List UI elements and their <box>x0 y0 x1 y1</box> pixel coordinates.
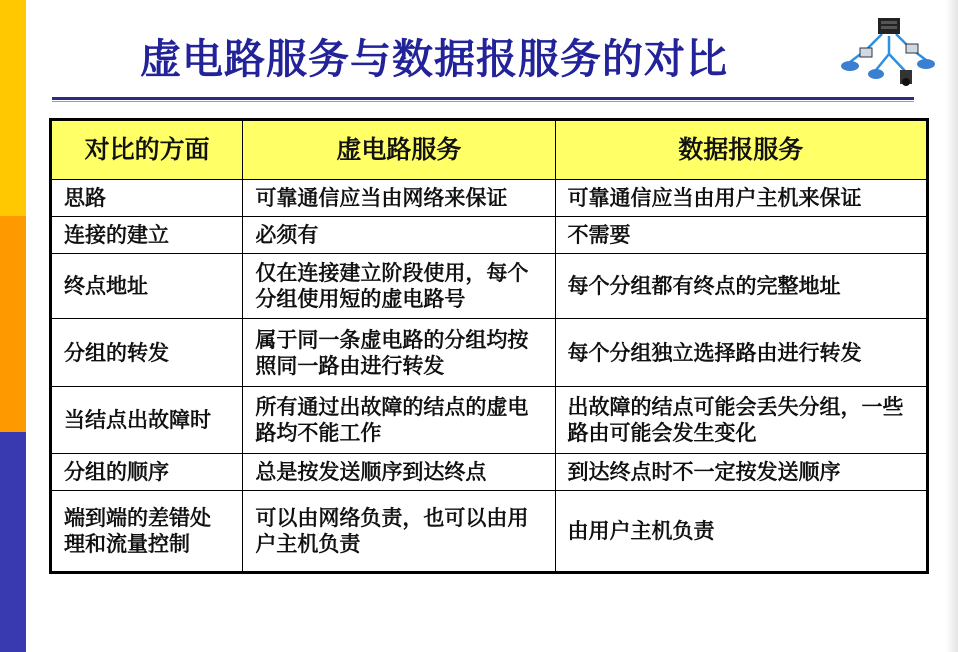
row-datagram: 每个分组独立选择路由进行转发 <box>555 319 927 387</box>
row-aspect: 当结点出故障时 <box>51 387 243 454</box>
row-aspect: 思路 <box>51 180 243 217</box>
row-virtual-circuit: 必须有 <box>243 217 555 254</box>
header-aspect: 对比的方面 <box>51 120 243 180</box>
title-underline-thin <box>52 101 914 102</box>
row-datagram: 出故障的结点可能会丢失分组，一些路由可能会发生变化 <box>555 387 927 454</box>
table-row <box>51 254 928 319</box>
row-virtual-circuit: 所有通过出故障的结点的虚电路均不能工作 <box>243 387 555 454</box>
row-virtual-circuit: 可以由网络负责，也可以由用户主机负责 <box>243 491 555 573</box>
table-header-row <box>51 120 928 180</box>
row-aspect: 端到端的差错处理和流量控制 <box>51 491 243 573</box>
row-datagram: 可靠通信应当由用户主机来保证 <box>555 180 927 217</box>
row-aspect: 分组的顺序 <box>51 454 243 491</box>
row-virtual-circuit: 属于同一条虚电路的分组均按照同一路由进行转发 <box>243 319 555 387</box>
comparison-table <box>49 118 929 574</box>
table-row <box>51 491 928 573</box>
table-row <box>51 387 928 454</box>
table-row <box>51 454 928 491</box>
header-virtual-circuit: 虚电路服务 <box>243 120 555 180</box>
right-edge-shadow <box>946 0 958 652</box>
left-accent-bar <box>0 0 26 652</box>
header-datagram: 数据报服务 <box>555 120 927 180</box>
table-row <box>51 319 928 387</box>
accent-orange <box>0 216 26 432</box>
slide-title: 虚电路服务与数据报服务的对比 <box>140 35 728 83</box>
row-virtual-circuit: 总是按发送顺序到达终点 <box>243 454 555 491</box>
row-virtual-circuit: 仅在连接建立阶段使用，每个分组使用短的虚电路号 <box>243 254 555 319</box>
table-row <box>51 180 928 217</box>
row-datagram: 不需要 <box>555 217 927 254</box>
network-diagram-icon <box>836 14 940 92</box>
accent-blue <box>0 432 26 652</box>
row-aspect: 连接的建立 <box>51 217 243 254</box>
row-datagram: 由用户主机负责 <box>555 491 927 573</box>
table-row <box>51 217 928 254</box>
row-virtual-circuit: 可靠通信应当由网络来保证 <box>243 180 555 217</box>
title-underline <box>52 97 914 100</box>
row-datagram: 到达终点时不一定按发送顺序 <box>555 454 927 491</box>
accent-yellow <box>0 0 26 216</box>
row-aspect: 终点地址 <box>51 254 243 319</box>
row-aspect: 分组的转发 <box>51 319 243 387</box>
row-datagram: 每个分组都有终点的完整地址 <box>555 254 927 319</box>
